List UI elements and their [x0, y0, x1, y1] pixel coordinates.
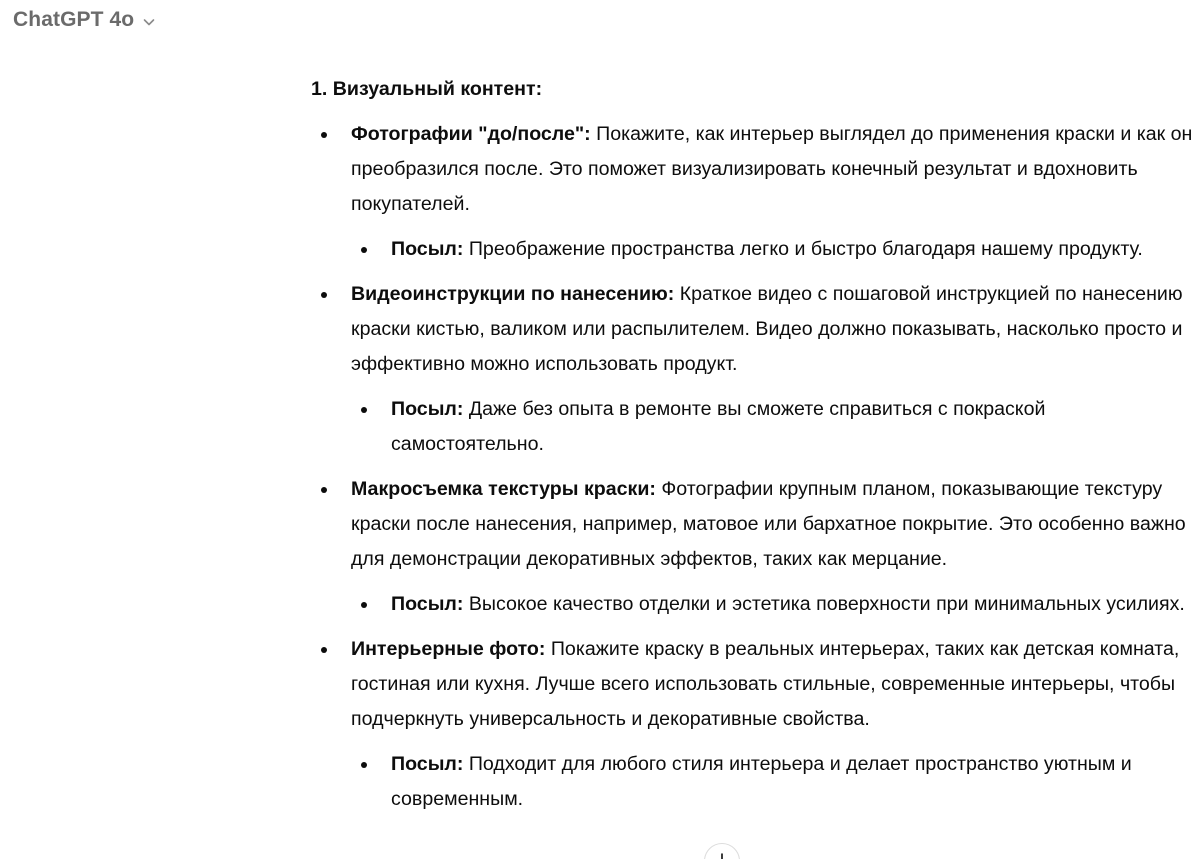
list-item-text [351, 632, 1200, 737]
bullet-icon [321, 647, 327, 653]
list-item [311, 117, 1200, 267]
sub-item-term: Посыл: [391, 398, 464, 420]
list-item-text [351, 472, 1200, 577]
sub-list-item [351, 232, 1200, 267]
sub-list-item-text [391, 747, 1200, 817]
bullet-icon [361, 602, 367, 608]
model-selector[interactable] [13, 8, 157, 32]
chevron-down-icon[interactable] [141, 14, 157, 30]
sub-list-item-text [391, 587, 1200, 622]
list-item-text [351, 277, 1200, 382]
sub-list-item [351, 587, 1200, 622]
sub-item-term: Посыл: [391, 753, 464, 775]
sub-list-item [351, 392, 1200, 462]
bullet-icon [361, 762, 367, 768]
sub-item-description: Преображение пространства легко и быстро благодаря нашему продукту. [463, 238, 1143, 260]
model-name[interactable]: ChatGPT 4o [13, 8, 135, 31]
arrow-down-icon [714, 852, 730, 859]
item-term: Фотографии "до/после": [351, 123, 591, 145]
item-term: Интерьерные фото: [351, 638, 546, 660]
item-description: Покажите, как интерьер выглядел до применения краски и как он преобразился после. Это поможет визуализировать конечный результат и вдохновить покупателей. [351, 123, 1193, 215]
item-term: Макросъемка текстуры краски: [351, 478, 656, 500]
sub-item-description: Даже без опыта в ремонте вы сможете справиться с покраской самостоятельно. [391, 398, 1046, 455]
sub-item-description: Подходит для любого стиля интерьера и делает пространство уютным и современным. [391, 753, 1132, 810]
assistant-message [311, 72, 1200, 817]
sub-list-item-text [391, 392, 1200, 462]
list-item [311, 472, 1200, 622]
sub-item-term: Посыл: [391, 593, 464, 615]
item-description: Фотографии крупным планом, показывающие текстуру краски после нанесения, например, матовое или бархатное покрытие. Это особенно важно для демонстрации декоративных эффектов, таких как мерцание. [351, 478, 1186, 570]
item-description: Краткое видео с пошаговой инструкцией по нанесению краски кистью, валиком или распылителем. Видео должно показывать, насколько просто и эффективно можно использовать продукт. [351, 283, 1183, 375]
sub-list-item-text [391, 232, 1200, 267]
bullet-icon [321, 132, 327, 138]
bullet-icon [321, 487, 327, 493]
bullet-icon [361, 247, 367, 253]
list-item [311, 277, 1200, 462]
list-item-text [351, 117, 1200, 222]
sub-item-description: Высокое качество отделки и эстетика поверхности при минимальных усилиях. [463, 593, 1185, 615]
list-item [311, 632, 1200, 817]
section-heading: 1. Визуальный контент: [311, 78, 543, 100]
scroll-down-button[interactable] [704, 843, 740, 859]
item-description: Покажите краску в реальных интерьерах, таких как детская комната, гостиная или кухня. Лучше всего использовать стильные, современные интерьеры, чтобы подчеркнуть универсальность и декоративные свойства. [351, 638, 1180, 730]
bullet-icon [361, 407, 367, 413]
bullet-icon [321, 292, 327, 298]
sub-list-item [351, 747, 1200, 817]
sub-item-term: Посыл: [391, 238, 464, 260]
item-term: Видеоинструкции по нанесению: [351, 283, 675, 305]
